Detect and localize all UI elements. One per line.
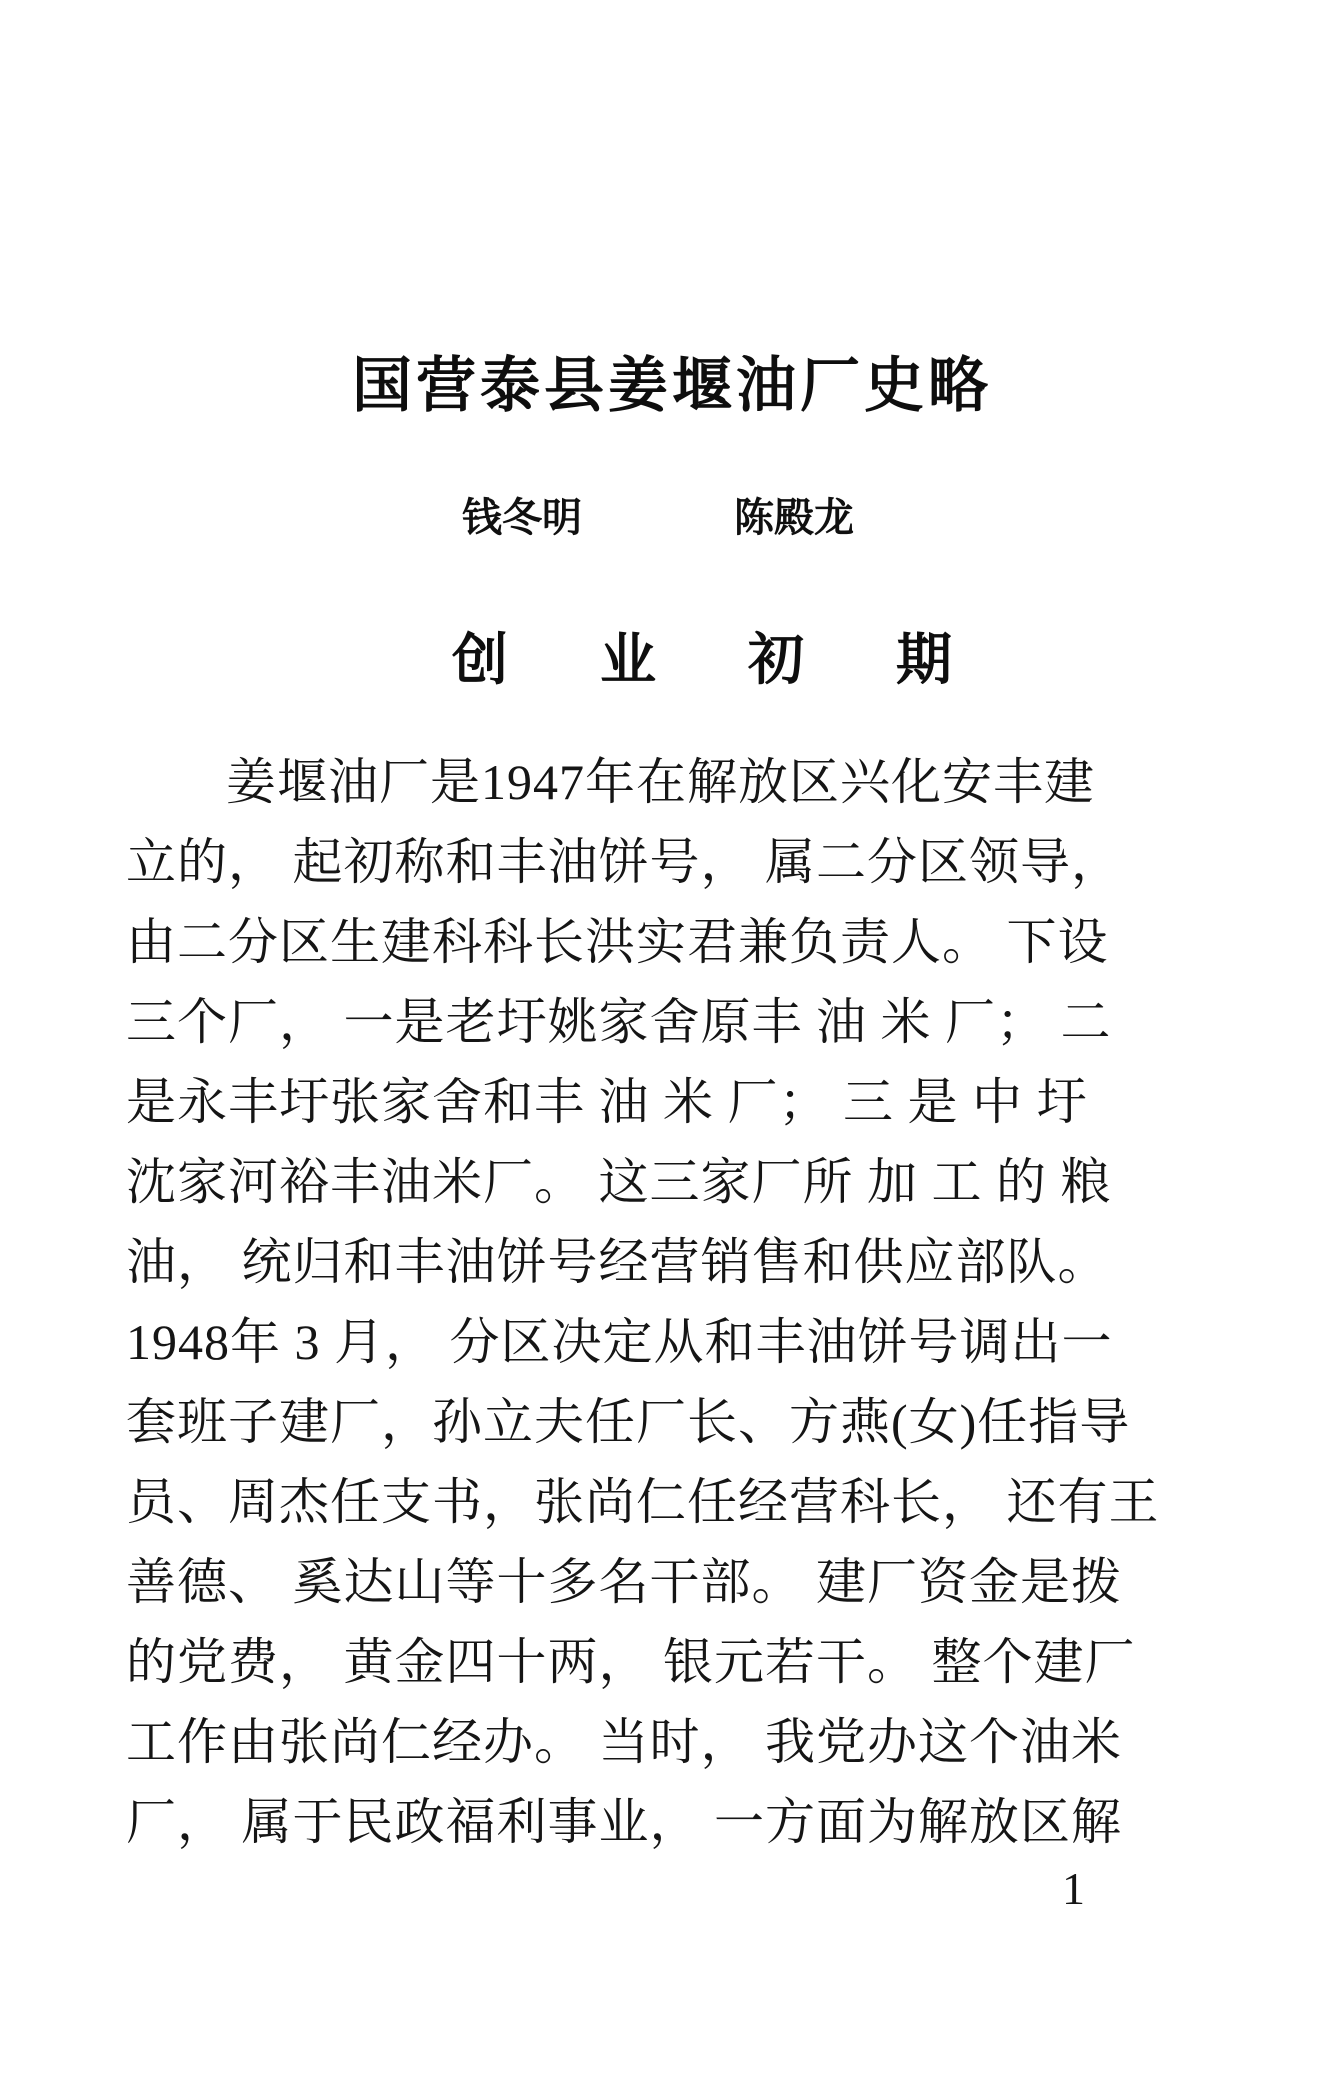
author-name-1: 钱冬明 (462, 495, 582, 540)
document-title: 国营泰县姜堰油厂史略 (352, 353, 992, 419)
body-line: 立的， 起初称和丰油饼号， 属二分区领导， (126, 834, 1122, 890)
section-heading: 创 业 初 期 (452, 630, 978, 692)
body-line: 是永丰圩张家舍和丰 油 米 厂； 三 是 中 圩 (126, 1074, 1088, 1130)
body-line: 油， 统归和丰油饼号经营销售和供应部队。 (126, 1234, 1109, 1290)
author-name-2: 陈殿龙 (734, 495, 854, 540)
body-line: 三个厂， 一是老圩姚家舍原丰 油 米 厂； 二 (126, 994, 1112, 1050)
body-line: 的党费， 黄金四十两， 银元若干。 整个建厂 (126, 1634, 1136, 1690)
body-line: 工作由张尚仁经办。 当时， 我党办这个油米 (126, 1714, 1122, 1770)
body-line: 员、周杰任支书，张尚仁任经营科长， 还有王 (126, 1474, 1160, 1530)
body-line: 厂， 属于民政福利事业， 一方面为解放区解 (126, 1794, 1122, 1850)
page-number: 1 (1062, 1863, 1085, 1914)
body-line: 由二分区生建科科长洪实君兼负责人。 下设 (126, 914, 1109, 970)
body-line: 沈家河裕丰油米厂。 这三家厂所 加 工 的 粮 (126, 1154, 1112, 1210)
authors-row (462, 486, 854, 543)
body-line: 善德、 奚达山等十多名干部。 建厂资金是拨 (126, 1554, 1122, 1610)
body-line: 姜堰油厂是1947年在解放区兴化安丰建 (226, 754, 1095, 810)
body-line: 套班子建厂，孙立夫任厂长、方燕(女)任指导 (126, 1394, 1131, 1450)
body-line: 1948年 3 月， 分区决定从和丰油饼号调出一 (126, 1314, 1113, 1370)
body-text (126, 742, 1206, 1862)
